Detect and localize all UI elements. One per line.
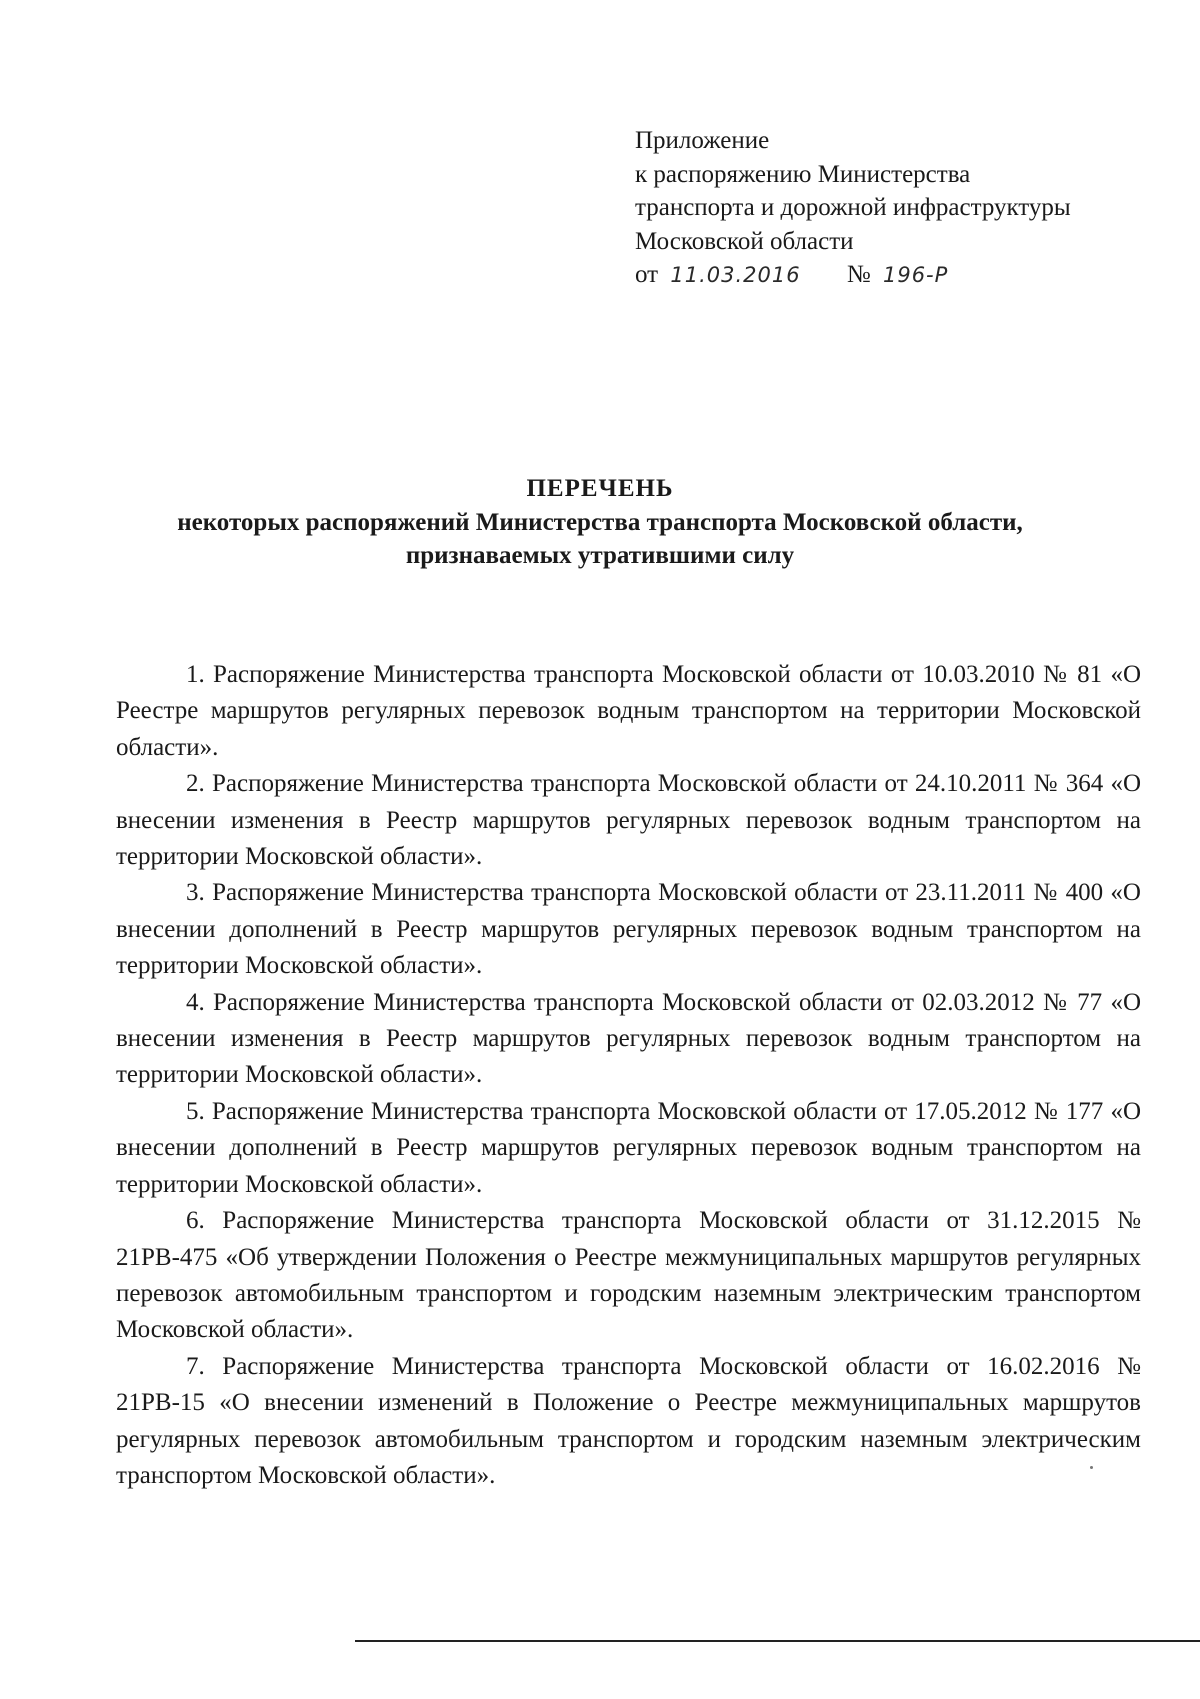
list-item-6: 6. Распоряжение Министерства транспорта Московской области от 31.12.2015 № 21РВ-475 «Об утверждении Положения о Реестре межмуниципальных маршрутов регулярных перевозок автомобильным транспортом и городским наземным электрическим транспортом Московской области».	[116, 1207, 1141, 1344]
list-item-5: 5. Распоряжение Министерства транспорта Московской области от 17.05.2012 № 177 «О внесении дополнений в Реестр маршрутов регулярных перевозок водным транспортом на территории Московской области».	[116, 1097, 1141, 1198]
scan-edge-line	[355, 1640, 1200, 1642]
date-prefix: от	[635, 261, 659, 288]
appendix-line-3: транспорта и дорожной инфраструктуры	[635, 194, 1071, 221]
document-heading	[100, 472, 1100, 572]
scan-speck	[1090, 1466, 1093, 1469]
list-item-3: 3. Распоряжение Министерства транспорта Московской области от 23.11.2011 № 400 «О внесении дополнений в Реестр маршрутов регулярных перевозок водным транспортом на территории Московской области».	[116, 879, 1141, 980]
heading-subtitle-line-2: признаваемых утратившими силу	[405, 542, 795, 569]
appendix-line-1: Приложение	[635, 127, 770, 154]
appendix-line-2: к распоряжению Министерства	[635, 160, 971, 188]
list-item-1: 1. Распоряжение Министерства транспорта Московской области от 10.03.2010 № 81 «О Реестре маршрутов регулярных перевозок водным транспортом на территории Московской области».	[116, 661, 1141, 761]
orders-list	[116, 657, 1141, 1494]
heading-title: ПЕРЕЧЕНЬ	[526, 475, 674, 502]
appendix-line-4: Московской области	[635, 227, 854, 255]
appendix-block	[635, 124, 1155, 293]
list-item-4: 4. Распоряжение Министерства транспорта Московской области от 02.03.2012 № 77 «О внесении изменения в Реестр маршрутов регулярных перевозок водным транспортом на территории Московской области».	[116, 988, 1141, 1089]
list-item-2: 2. Распоряжение Министерства транспорта Московской области от 24.10.2011 № 364 «О внесении изменения в Реестр маршрутов регулярных перевозок водным транспортом на территории Московской области».	[116, 770, 1141, 871]
list-item-7: 7. Распоряжение Министерства транспорта Московской области от 16.02.2016 № 21РВ-15 «О внесении изменений в Положение о Реестре межмуниципальных маршрутов регулярных перевозок автомобильным транспортом и городским наземным электрическим транспортом Московской области».	[116, 1352, 1141, 1489]
heading-subtitle-line-1: некоторых распоряжений Министерства транспорта Московской области,	[177, 509, 1023, 536]
number-prefix: №	[846, 261, 871, 288]
handwritten-date: 11.03.2016	[670, 263, 801, 287]
handwritten-number: 196-Р	[882, 263, 949, 287]
appendix-date-line	[635, 258, 1155, 293]
